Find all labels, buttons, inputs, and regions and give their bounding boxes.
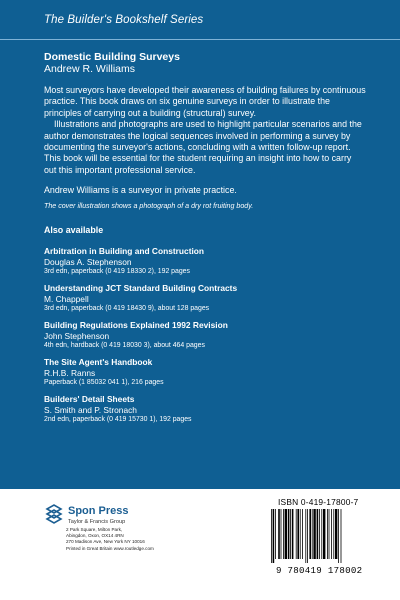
- barcode-bar: [312, 509, 313, 559]
- barcode-bar: [338, 509, 339, 563]
- barcode-bar: [292, 509, 294, 559]
- barcode-bar: [317, 509, 319, 559]
- blurb: [44, 85, 366, 176]
- book-title: Domestic Building Surveys: [44, 51, 180, 63]
- also-available-heading: Also available: [44, 225, 104, 236]
- barcode-bar: [329, 509, 330, 559]
- footer-panel: [0, 489, 400, 600]
- barcode-bar: [302, 509, 303, 559]
- barcode-bar: [275, 509, 276, 559]
- also-item-title: Understanding JCT Standard Building Contracts: [44, 283, 238, 294]
- barcode: [269, 509, 369, 563]
- also-item-detail: 4th edn, hardback (0 419 18030 3), about 464 pages: [44, 342, 205, 350]
- barcode-bar: [273, 509, 275, 563]
- series-bar: [0, 0, 400, 40]
- also-item-detail: Paperback (1 85032 041 1), 216 pages: [44, 379, 164, 387]
- also-item-author: M. Chappell: [44, 293, 89, 304]
- isbn: ISBN 0-419-17800-7: [278, 497, 359, 507]
- barcode-bar: [331, 509, 332, 559]
- series-title: The Builder's Bookshelf Series: [44, 14, 204, 26]
- barcode-bar: [305, 509, 306, 563]
- list-item: [44, 320, 366, 350]
- publisher-group: Taylor & Francis Group: [68, 519, 126, 525]
- barcode-bar: [309, 509, 311, 559]
- barcode-bar: [285, 509, 287, 559]
- book-author: Andrew R. Williams: [44, 63, 136, 75]
- also-item-detail: 2nd edn, paperback (0 419 15730 1), 192 pages: [44, 416, 192, 424]
- cover-illustration-note: The cover illustration shows a photograph of a dry rot fruiting body.: [44, 202, 254, 211]
- barcode-bar: [288, 509, 290, 559]
- also-item-title: Builders' Detail Sheets: [44, 394, 135, 405]
- also-item-title: Arbitration in Building and Construction: [44, 246, 205, 257]
- list-item: [44, 283, 366, 313]
- publisher-name: Spon Press: [68, 505, 129, 517]
- barcode-bar: [281, 509, 282, 559]
- also-item-author: Douglas A. Stephenson: [44, 256, 132, 267]
- blurb-paragraph-2: Illustrations and photographs are used to highlight particular scenarios and the author demonstrates the logical sequences involved in performing a survey by documenting the surveyor's actions, concluding with a written follow-up report. This book will be essential for the student requiring an insight into how to carry out this important professional service.: [44, 119, 362, 175]
- also-item-author: R.H.B. Ranns: [44, 367, 96, 378]
- barcode-bar: [307, 509, 308, 563]
- address-line: Printed in Great Britain www.routledge.com: [66, 545, 154, 551]
- also-item-title: Building Regulations Explained 1992 Revision: [44, 320, 228, 331]
- barcode-bar: [296, 509, 297, 559]
- barcode-bar: [333, 509, 334, 559]
- list-item: [44, 246, 366, 276]
- also-item-author: John Stephenson: [44, 330, 110, 341]
- also-item-detail: 3rd edn, paperback (0 419 18430 9), about 128 pages: [44, 305, 210, 313]
- list-item: [44, 357, 366, 387]
- barcode-bar: [335, 509, 337, 559]
- also-item-author: S. Smith and P. Stronach: [44, 404, 137, 415]
- barcode-bar: [290, 509, 291, 559]
- barcode-bar: [300, 509, 301, 559]
- also-available-list: [44, 246, 366, 424]
- barcode-bar: [283, 509, 284, 559]
- barcode-bar: [271, 509, 272, 563]
- about-author: Andrew Williams is a surveyor in private practice.: [44, 185, 237, 196]
- spon-press-logo-icon: [44, 504, 64, 528]
- barcode-bar: [327, 509, 328, 559]
- address-line: 270 Madison Ave, New York NY 10016: [66, 539, 145, 545]
- address-line: 2 Park Square, Milton Park,: [66, 527, 123, 532]
- barcode-bar: [321, 509, 322, 559]
- cover-content: [44, 51, 366, 431]
- barcode-bar: [278, 509, 280, 559]
- barcode-bar: [341, 509, 342, 563]
- address-line: Abingdon, Oxon, OX14 4RN: [66, 533, 124, 539]
- also-item-detail: 3rd edn, paperback (0 419 18330 2), 192 pages: [44, 268, 190, 276]
- also-item-title: The Site Agent's Handbook: [44, 357, 153, 368]
- barcode-bar: [313, 509, 315, 559]
- publisher-address: [66, 527, 186, 552]
- blurb-paragraph-1: Most surveyors have developed their awareness of building failures by continuous practice. This book draws on six genuine surveys in order to illustrate the principles of carrying out a building (structural) survey.: [44, 85, 366, 118]
- barcode-digits: 9 780419 178002: [276, 565, 363, 576]
- barcode-bar: [319, 509, 320, 559]
- barcode-bar: [323, 509, 325, 559]
- barcode-bar: [297, 509, 299, 559]
- list-item: [44, 394, 366, 424]
